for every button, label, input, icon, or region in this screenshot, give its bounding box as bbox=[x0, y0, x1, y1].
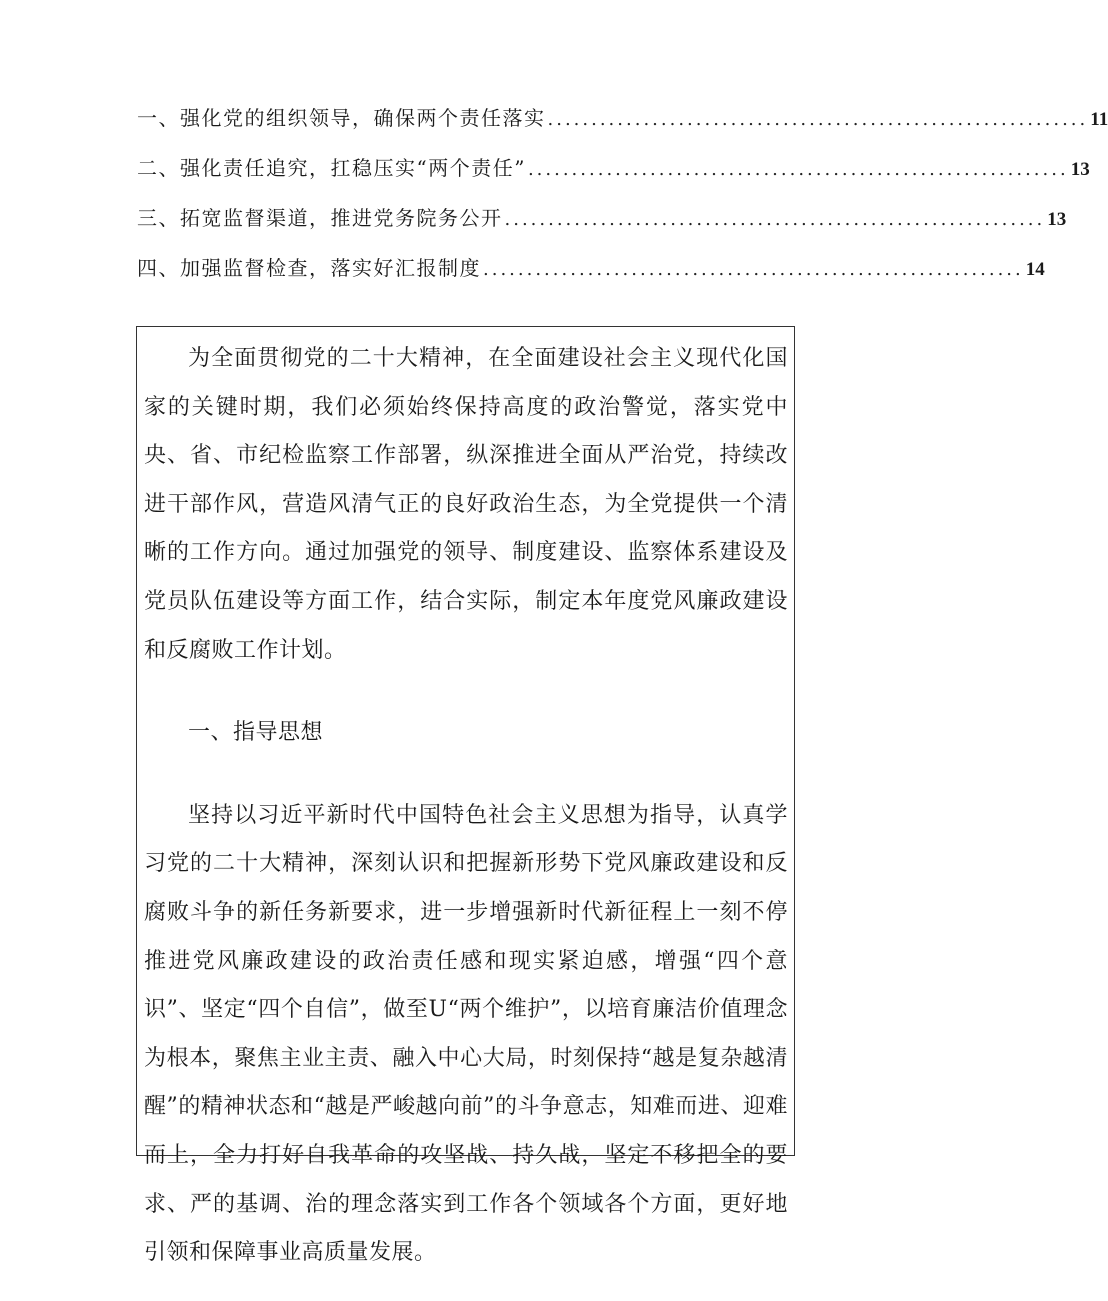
toc-entry-page: 13 bbox=[1047, 209, 1067, 230]
toc-entry[interactable] bbox=[137, 200, 1067, 250]
toc-entry-title: 二、强化责任追究，扛稳压实“两个责任” bbox=[137, 156, 526, 180]
toc-entry-title: 三、拓宽监督渠道，推进党务院务公开 bbox=[137, 206, 503, 230]
section-heading-guiding-ideology: 一、指导思想 bbox=[188, 720, 324, 746]
toc-entry[interactable] bbox=[137, 150, 1090, 200]
table-of-contents bbox=[137, 100, 1108, 300]
toc-entry-page: 13 bbox=[1070, 159, 1090, 180]
toc-leader-dots: .............................................................. bbox=[547, 109, 1089, 130]
document-body-box bbox=[136, 326, 795, 1266]
intro-paragraph: 为全面贯彻党的二十大精神，在全面建设社会主义现代化国家的关键时期，我们必须始终保持高度的政治警觉，落实党中央、省、市纪检监察工作部署，纵深推进全面从严治党，持续改进干部作风，营造风清气正的良好政治生态，为全党提供一个清晰的工作方向。通过加强党的领导、制度建设、监察体系建设及党员队伍建设等方面工作，结合实际，制定本年度党风廉政建设和反腐败工作计划。 bbox=[144, 346, 788, 663]
toc-entry-title: 四、加强监督检查，落实好汇报制度 bbox=[137, 256, 481, 280]
guiding-ideology-paragraph: 坚持以习近平新时代中国特色社会主义思想为指导，认真学习党的二十大精神，深刻认识和把握新形势下党风廉政建设和反腐败斗争的新任务新要求，进一步增强新时代新征程上一刻不停推进党风廉政建设的政治责任感和现实紧迫感，增强“四个意识”、坚定“四个自信”，做至U“两个维护”，以培育廉洁价值理念为根本，聚焦主业主责、融入中心大局，时刻保持“越是复杂越清醒”的精神状态和“越是严峻越向前”的斗争意志，知难而进、迎难而上，全力打好自我革命的攻坚战、持久战，坚定不移把全的要求、严的基调、治的理念落实到工作各个领域各个方面，更好地引领和保障事业高质量发展。 bbox=[144, 802, 788, 1266]
toc-entry[interactable] bbox=[137, 100, 1108, 150]
toc-leader-dots: .............................................................. bbox=[527, 159, 1069, 180]
toc-entry-page: 14 bbox=[1025, 259, 1045, 280]
toc-entry-page: 11 bbox=[1090, 109, 1108, 130]
toc-entry[interactable] bbox=[137, 250, 1045, 300]
toc-leader-dots: .............................................................. bbox=[483, 259, 1024, 280]
toc-leader-dots: .............................................................. bbox=[504, 209, 1046, 230]
toc-entry-title: 一、强化党的组织领导，确保两个责任落实 bbox=[137, 106, 546, 130]
